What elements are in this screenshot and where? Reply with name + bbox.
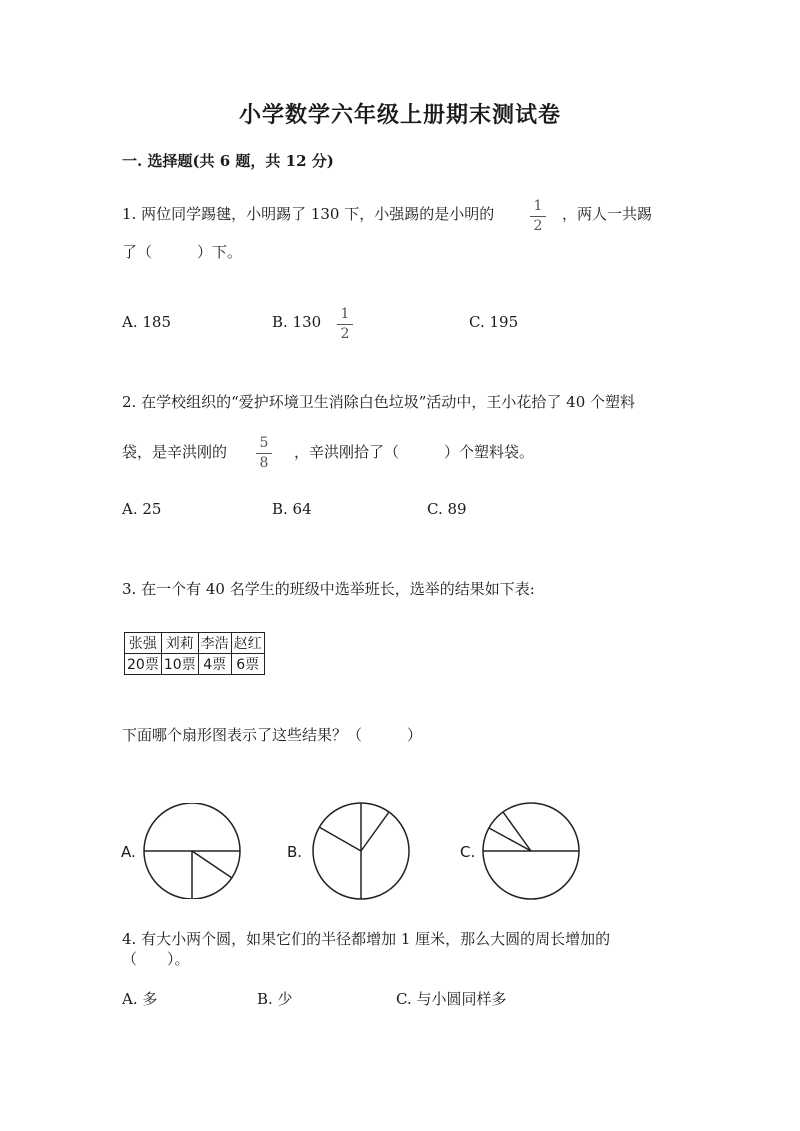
q1-option-a[interactable]: A. 185 [122, 313, 171, 331]
vote-table-names-row [125, 633, 265, 654]
vote-table-votes-row [125, 654, 265, 675]
q3-prompt: 下面哪个扇形图表示了这些结果？（ ） [122, 726, 423, 744]
table-cell: 李浩 [198, 633, 231, 654]
q1-text-line1-end: ，两人一共踢 [562, 205, 653, 223]
q2-fraction [256, 436, 272, 470]
q2-text-line1: 2. 在学校组织的“爱护环境卫生消除白色垃圾”活动中，王小花拾了 40 个塑料 [122, 393, 636, 411]
table-cell: 张强 [125, 633, 162, 654]
table-cell: 20票 [125, 654, 162, 675]
q4-option-c[interactable]: C. 与小圆同样多 [396, 990, 507, 1008]
q3-text-line1: 3. 在一个有 40 名学生的班级中选举班长，选举的结果如下表: [122, 580, 535, 598]
table-cell: 10票 [161, 654, 198, 675]
q2-option-b[interactable]: B. 64 [272, 500, 312, 518]
q3-option-a[interactable]: A. [121, 843, 136, 861]
q3-option-b-pie[interactable] [312, 802, 410, 900]
q1-option-b[interactable]: B. 130 [272, 313, 322, 331]
q3-option-c[interactable]: C. [460, 843, 476, 861]
q4-text-line2: （ ）。 [122, 950, 190, 968]
q2-option-c[interactable]: C. 89 [427, 500, 467, 518]
q4-option-a[interactable]: A. 多 [122, 990, 158, 1008]
q3-option-a-pie[interactable] [140, 803, 244, 899]
q2-fraction-denominator: 8 [259, 455, 269, 471]
q2-text-line2: 袋，是辛洪刚的 [122, 443, 228, 461]
page-title: 小学数学六年级上册期末测试卷 [238, 102, 561, 128]
q4-option-b[interactable]: B. 少 [257, 990, 293, 1008]
table-cell: 赵红 [231, 633, 264, 654]
q4-text-line1: 4. 有大小两个圆，如果它们的半径都增加 1 厘米，那么大圆的周长增加的 [122, 930, 611, 948]
q1-option-b-fraction [337, 307, 353, 341]
q1-text-line1: 1. 两位同学踢毽，小明踢了 130 下，小强踢的是小明的 [122, 205, 495, 223]
q3-option-b[interactable]: B. [287, 843, 303, 861]
q1-fraction [530, 199, 546, 233]
q1-option-b-fraction-numerator: 1 [340, 306, 350, 322]
table-cell: 6票 [231, 654, 264, 675]
q1-option-c[interactable]: C. 195 [469, 313, 519, 331]
table-cell: 刘莉 [161, 633, 198, 654]
q2-text-line2-end: ，辛洪刚拾了（ ）个塑料袋。 [294, 443, 535, 461]
table-cell: 4票 [198, 654, 231, 675]
q3-option-c-pie[interactable] [482, 802, 580, 900]
q1-text-line2: 了（ ）下。 [122, 243, 243, 261]
q1-option-b-fraction-denominator: 2 [340, 326, 350, 342]
q2-fraction-numerator: 5 [259, 435, 269, 451]
vote-table [124, 632, 265, 675]
section-heading: 一. 选择题(共 6 题，共 12 分) [122, 152, 334, 170]
q1-fraction-numerator: 1 [533, 198, 543, 214]
q1-fraction-denominator: 2 [533, 218, 543, 234]
q2-option-a[interactable]: A. 25 [122, 500, 162, 518]
